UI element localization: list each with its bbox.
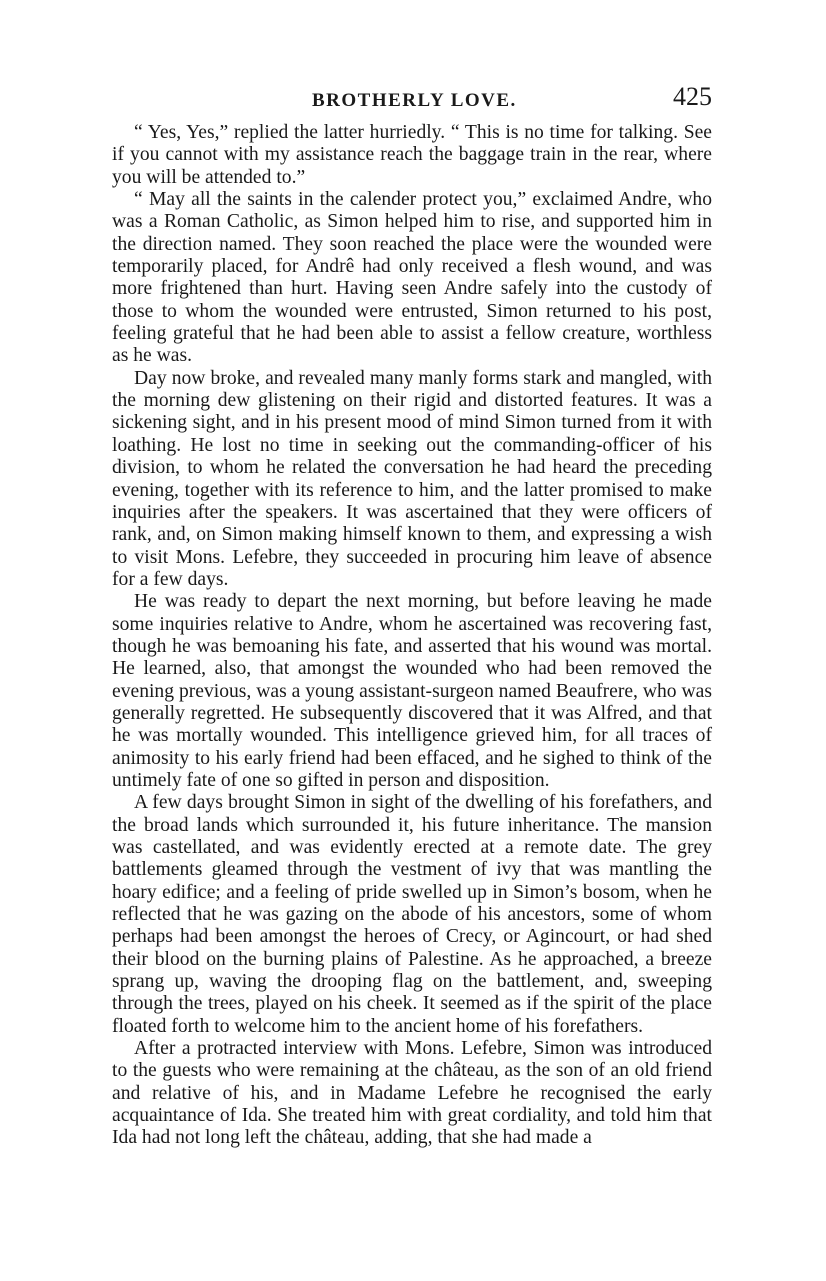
paragraph: After a protracted interview with Mons. Lefebre, Simon was introduced to the guests who were remaining at the château, as the son of an old friend and relative of his, and in Madame Lefebre he recognised the early acquaintance of Ida. She treated him with great cordiality, and told him that Ida had not long left the château, adding, that she had made a [112,1038,712,1149]
page-number: 425 [673,82,712,111]
paragraph: “ Yes, Yes,” replied the latter hurriedly. “ This is no time for talking. See if you cannot with my assistance reach the baggage train in the rear, where you will be attended to.” [112,122,712,188]
paragraph: He was ready to depart the next morning, but before leaving he made some inquiries relative to Andre, whom he ascertained was recovering fast, though he was bemoaning his fate, and asserted that his wound was mortal. He learned, also, that amongst the wounded who had been removed the evening previous, was a young assistant-surgeon named Beaufrere, who was generally regretted. He subsequently discovered that it was Alfred, and that he was mortally wounded. This intelligence grieved him, for all traces of animosity to his early friend had been effaced, and he sighed to think of the untimely fate of one so gifted in person and disposition. [112,591,712,791]
body-text [112,122,712,1150]
paragraph: Day now broke, and revealed many manly forms stark and mangled, with the morning dew glistening on their rigid and distorted features. It was a sickening sight, and in his present mood of mind Simon turned from it with loathing. He lost no time in seeking out the commanding-officer of his division, to whom he related the conversation he had heard the preceding evening, together with its reference to him, and the latter promised to make inquiries after the speakers. It was ascertained that they were officers of rank, and, on Simon making himself known to them, and expressing a wish to visit Mons. Lefebre, they succeeded in procuring him leave of absence for a few days. [112,367,712,590]
paragraph: “ May all the saints in the calender protect you,” exclaimed Andre, who was a Roman Catholic, as Simon helped him to rise, and supported him in the direction named. They soon reached the place were the wounded were temporarily placed, for Andrê had only received a flesh wound, and was more frightened than hurt. Having seen Andre safely into the custody of those to whom the wounded were entrusted, Simon returned to his post, feeling grateful that he had been able to assist a fellow creature, worthless as he was. [112,189,712,367]
running-head [112,82,712,116]
running-title: BROTHERLY LOVE. [312,90,517,111]
paragraph: A few days brought Simon in sight of the dwelling of his forefathers, and the broad lands which surrounded it, his future inheritance. The mansion was castellated, and was evidently erected at a remote date. The grey battlements gleamed through the vestment of ivy that was mantling the hoary edifice; and a feeling of pride swelled up in Simon’s bosom, when he reflected that he was gazing on the abode of his ancestors, some of whom perhaps had been amongst the heroes of Crecy, or Agincourt, or had shed their blood on the burning plains of Palestine. As he approached, a breeze sprang up, waving the drooping flag on the battlement, and, sweeping through the trees, played on his cheek. It seemed as if the spirit of the place floated forth to welcome him to the ancient home of his forefathers. [112,792,712,1037]
